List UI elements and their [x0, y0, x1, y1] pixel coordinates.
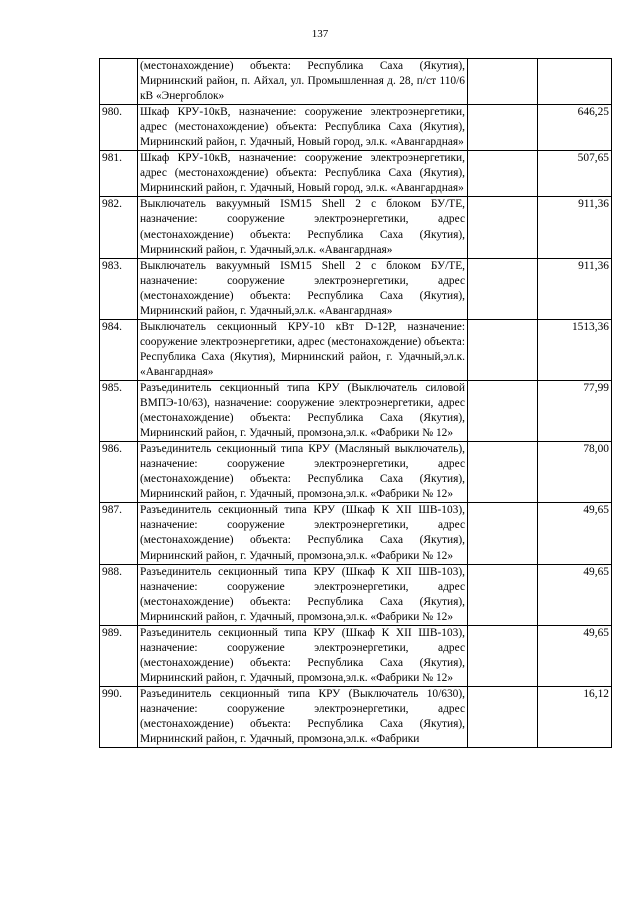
row-description: Разъединитель секционный типа КРУ (Шкаф К XII ШВ-103), назначение: сооружение электроэнергетики, адрес (местонахождение) объекта: Республика Саха (Якутия), Мирнинский район, г. Удачный, промзона,эл.к. «Фабрики № 12» — [138, 503, 468, 564]
table-row — [100, 59, 612, 105]
row-number: 981. — [100, 151, 138, 197]
row-value: 16,12 — [538, 686, 612, 747]
row-number: 988. — [100, 564, 138, 625]
row-value — [538, 59, 612, 105]
row-empty-cell — [468, 442, 538, 503]
row-empty-cell — [468, 503, 538, 564]
table-row — [100, 197, 612, 258]
row-number: 983. — [100, 258, 138, 319]
property-table — [99, 58, 612, 748]
row-number: 986. — [100, 442, 138, 503]
row-empty-cell — [468, 625, 538, 686]
row-empty-cell — [468, 380, 538, 441]
row-description: Шкаф КРУ-10кВ, назначение: сооружение электроэнергетики, адрес (местонахождение) объекта: Республика Саха (Якутия), Мирнинский район, г. Удачный, Новый город, эл.к. «Авангардная» — [138, 105, 468, 151]
row-value: 1513,36 — [538, 319, 612, 380]
row-number — [100, 59, 138, 105]
table-row — [100, 151, 612, 197]
row-number: 987. — [100, 503, 138, 564]
row-empty-cell — [468, 151, 538, 197]
table-body — [100, 59, 612, 748]
table-row — [100, 442, 612, 503]
row-number: 982. — [100, 197, 138, 258]
table-row — [100, 380, 612, 441]
row-description: Выключатель секционный КРУ-10 кВт D-12P, назначение: сооружение электроэнергетики, адрес (местонахождение) объекта: Республика Саха (Якутия), Мирнинский район, г. Удачный,эл.к. «Авангардная» — [138, 319, 468, 380]
row-description: Разъединитель секционный типа КРУ (Масляный выключатель), назначение: сооружение электроэнергетики, адрес (местонахождение) объекта: Республика Саха (Якутия), Мирнинский район, г. Удачный, промзона,эл.к. «Фабрики № 12» — [138, 442, 468, 503]
row-description: Разъединитель секционный типа КРУ (Выключатель 10/630), назначение: сооружение электроэнергетики, адрес (местонахождение) объекта: Республика Саха (Якутия), Мирнинский район, г. Удачный, промзона,эл.к. «Фабрики — [138, 686, 468, 747]
row-value: 911,36 — [538, 258, 612, 319]
row-value: 49,65 — [538, 564, 612, 625]
row-description: Шкаф КРУ-10кВ, назначение: сооружение электроэнергетики, адрес (местонахождение) объекта: Республика Саха (Якутия), Мирнинский район, г. Удачный, Новый город, эл.к. «Авангардная» — [138, 151, 468, 197]
row-description: Разъединитель секционный типа КРУ (Выключатель силовой ВМПЭ-10/63), назначение: сооружение электроэнергетики, адрес (местонахождение) объекта: Республика Саха (Якутия), Мирнинский район, г. Удачный, промзона,эл.к. «Фабрики № 12» — [138, 380, 468, 441]
row-number: 990. — [100, 686, 138, 747]
row-empty-cell — [468, 59, 538, 105]
table-row — [100, 564, 612, 625]
table-row — [100, 319, 612, 380]
table-row — [100, 258, 612, 319]
row-description: Выключатель вакуумный ISM15 Shell 2 с блоком БУ/TE, назначение: сооружение электроэнергетики, адрес (местонахождение) объекта: Республика Саха (Якутия), Мирнинский район, г. Удачный,эл.к. «Авангардная» — [138, 258, 468, 319]
row-value: 911,36 — [538, 197, 612, 258]
row-empty-cell — [468, 105, 538, 151]
row-description: Разъединитель секционный типа КРУ (Шкаф К XII ШВ-103), назначение: сооружение электроэнергетики, адрес (местонахождение) объекта: Республика Саха (Якутия), Мирнинский район, г. Удачный, промзона,эл.к. «Фабрики № 12» — [138, 564, 468, 625]
row-value: 507,65 — [538, 151, 612, 197]
table-row — [100, 503, 612, 564]
table-row — [100, 625, 612, 686]
row-number: 989. — [100, 625, 138, 686]
row-value: 646,25 — [538, 105, 612, 151]
row-value: 78,00 — [538, 442, 612, 503]
row-description: (местонахождение) объекта: Республика Саха (Якутия), Мирнинский район, п. Айхал, ул. Промышленная д. 28, п/ст 110/6 кВ «Энергоблок» — [138, 59, 468, 105]
row-empty-cell — [468, 686, 538, 747]
row-value: 49,65 — [538, 503, 612, 564]
table-row — [100, 686, 612, 747]
row-description: Разъединитель секционный типа КРУ (Шкаф К XII ШВ-103), назначение: сооружение электроэнергетики, адрес (местонахождение) объекта: Республика Саха (Якутия), Мирнинский район, г. Удачный, промзона,эл.к. «Фабрики № 12» — [138, 625, 468, 686]
row-empty-cell — [468, 258, 538, 319]
row-empty-cell — [468, 564, 538, 625]
table-row — [100, 105, 612, 151]
row-number: 985. — [100, 380, 138, 441]
row-number: 980. — [100, 105, 138, 151]
page-number: 137 — [311, 28, 329, 40]
row-value: 77,99 — [538, 380, 612, 441]
row-number: 984. — [100, 319, 138, 380]
row-empty-cell — [468, 319, 538, 380]
row-value: 49,65 — [538, 625, 612, 686]
row-empty-cell — [468, 197, 538, 258]
row-description: Выключатель вакуумный ISM15 Shell 2 с блоком БУ/TE, назначение: сооружение электроэнергетики, адрес (местонахождение) объекта: Республика Саха (Якутия), Мирнинский район, г. Удачный,эл.к. «Авангардная» — [138, 197, 468, 258]
